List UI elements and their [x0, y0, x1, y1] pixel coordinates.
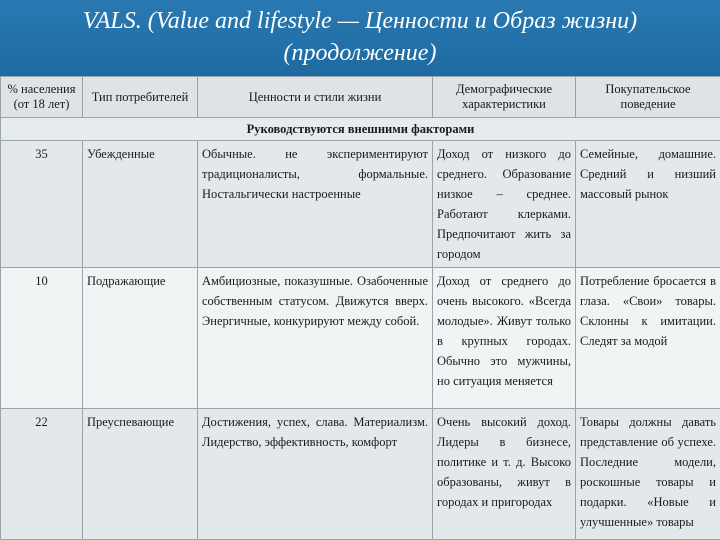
vals-table: [0, 76, 720, 540]
cell-values: Достижения, успех, слава. Материализм. Лидерство, эффективность, комфорт: [198, 409, 433, 540]
cell-values: Амбициозные, показушные. Озабоченные собственным статусом. Движутся вверх. Энергичные, конкурируют между собой.: [198, 268, 433, 409]
table-header-row: [1, 77, 720, 118]
cell-values: Обычные. не экспериментируют традиционалисты, формальные. Ностальгически настроенные: [198, 141, 433, 268]
table-row: [1, 141, 720, 268]
title-line-1: VALS. (Value and lifestyle — Ценности и Образ жизни): [82, 8, 638, 34]
cell-behavior: Семейные, домашние. Средний и низший массовый рынок: [576, 141, 720, 268]
cell-type: Преуспевающие: [83, 409, 198, 540]
header-percent: % населения (от 18 лет): [1, 77, 83, 118]
table-row: [1, 409, 720, 540]
cell-percent: 35: [1, 141, 83, 268]
section-row: [1, 118, 720, 141]
cell-behavior: Товары должны давать представление об успехе. Последние модели, роскошные товары и подарки. «Новые и улучшенные» товары: [576, 409, 720, 540]
header-type: Тип потребителей: [83, 77, 198, 118]
cell-demographics: Очень высокий доход. Лидеры в бизнесе, политике и т. д. Высоко образованы, живут в городах и пригородах: [433, 409, 576, 540]
title-line-2: (продолжение): [283, 40, 437, 66]
header-demographics: Демографические характеристики: [433, 77, 576, 118]
cell-percent: 22: [1, 409, 83, 540]
cell-demographics: Доход от низкого до среднего. Образование низкое – среднее. Работают клерками. Предпочитают жить за городом: [433, 141, 576, 268]
cell-type: Подражающие: [83, 268, 198, 409]
section-label: Руководствуются внешними факторами: [1, 118, 720, 141]
cell-type: Убежденные: [83, 141, 198, 268]
slide-title: [0, 0, 720, 76]
table-row: [1, 268, 720, 409]
header-behavior: Покупательское поведение: [576, 77, 720, 118]
cell-percent: 10: [1, 268, 83, 409]
cell-behavior: Потребление бросается в глаза. «Свои» товары. Склонны к имитации. Следят за модой: [576, 268, 720, 409]
header-values: Ценности и стили жизни: [198, 77, 433, 118]
cell-demographics: Доход от среднего до очень высокого. «Всегда молодые». Живут только в крупных городах. Обычно это мужчины, но ситуация меняется: [433, 268, 576, 409]
